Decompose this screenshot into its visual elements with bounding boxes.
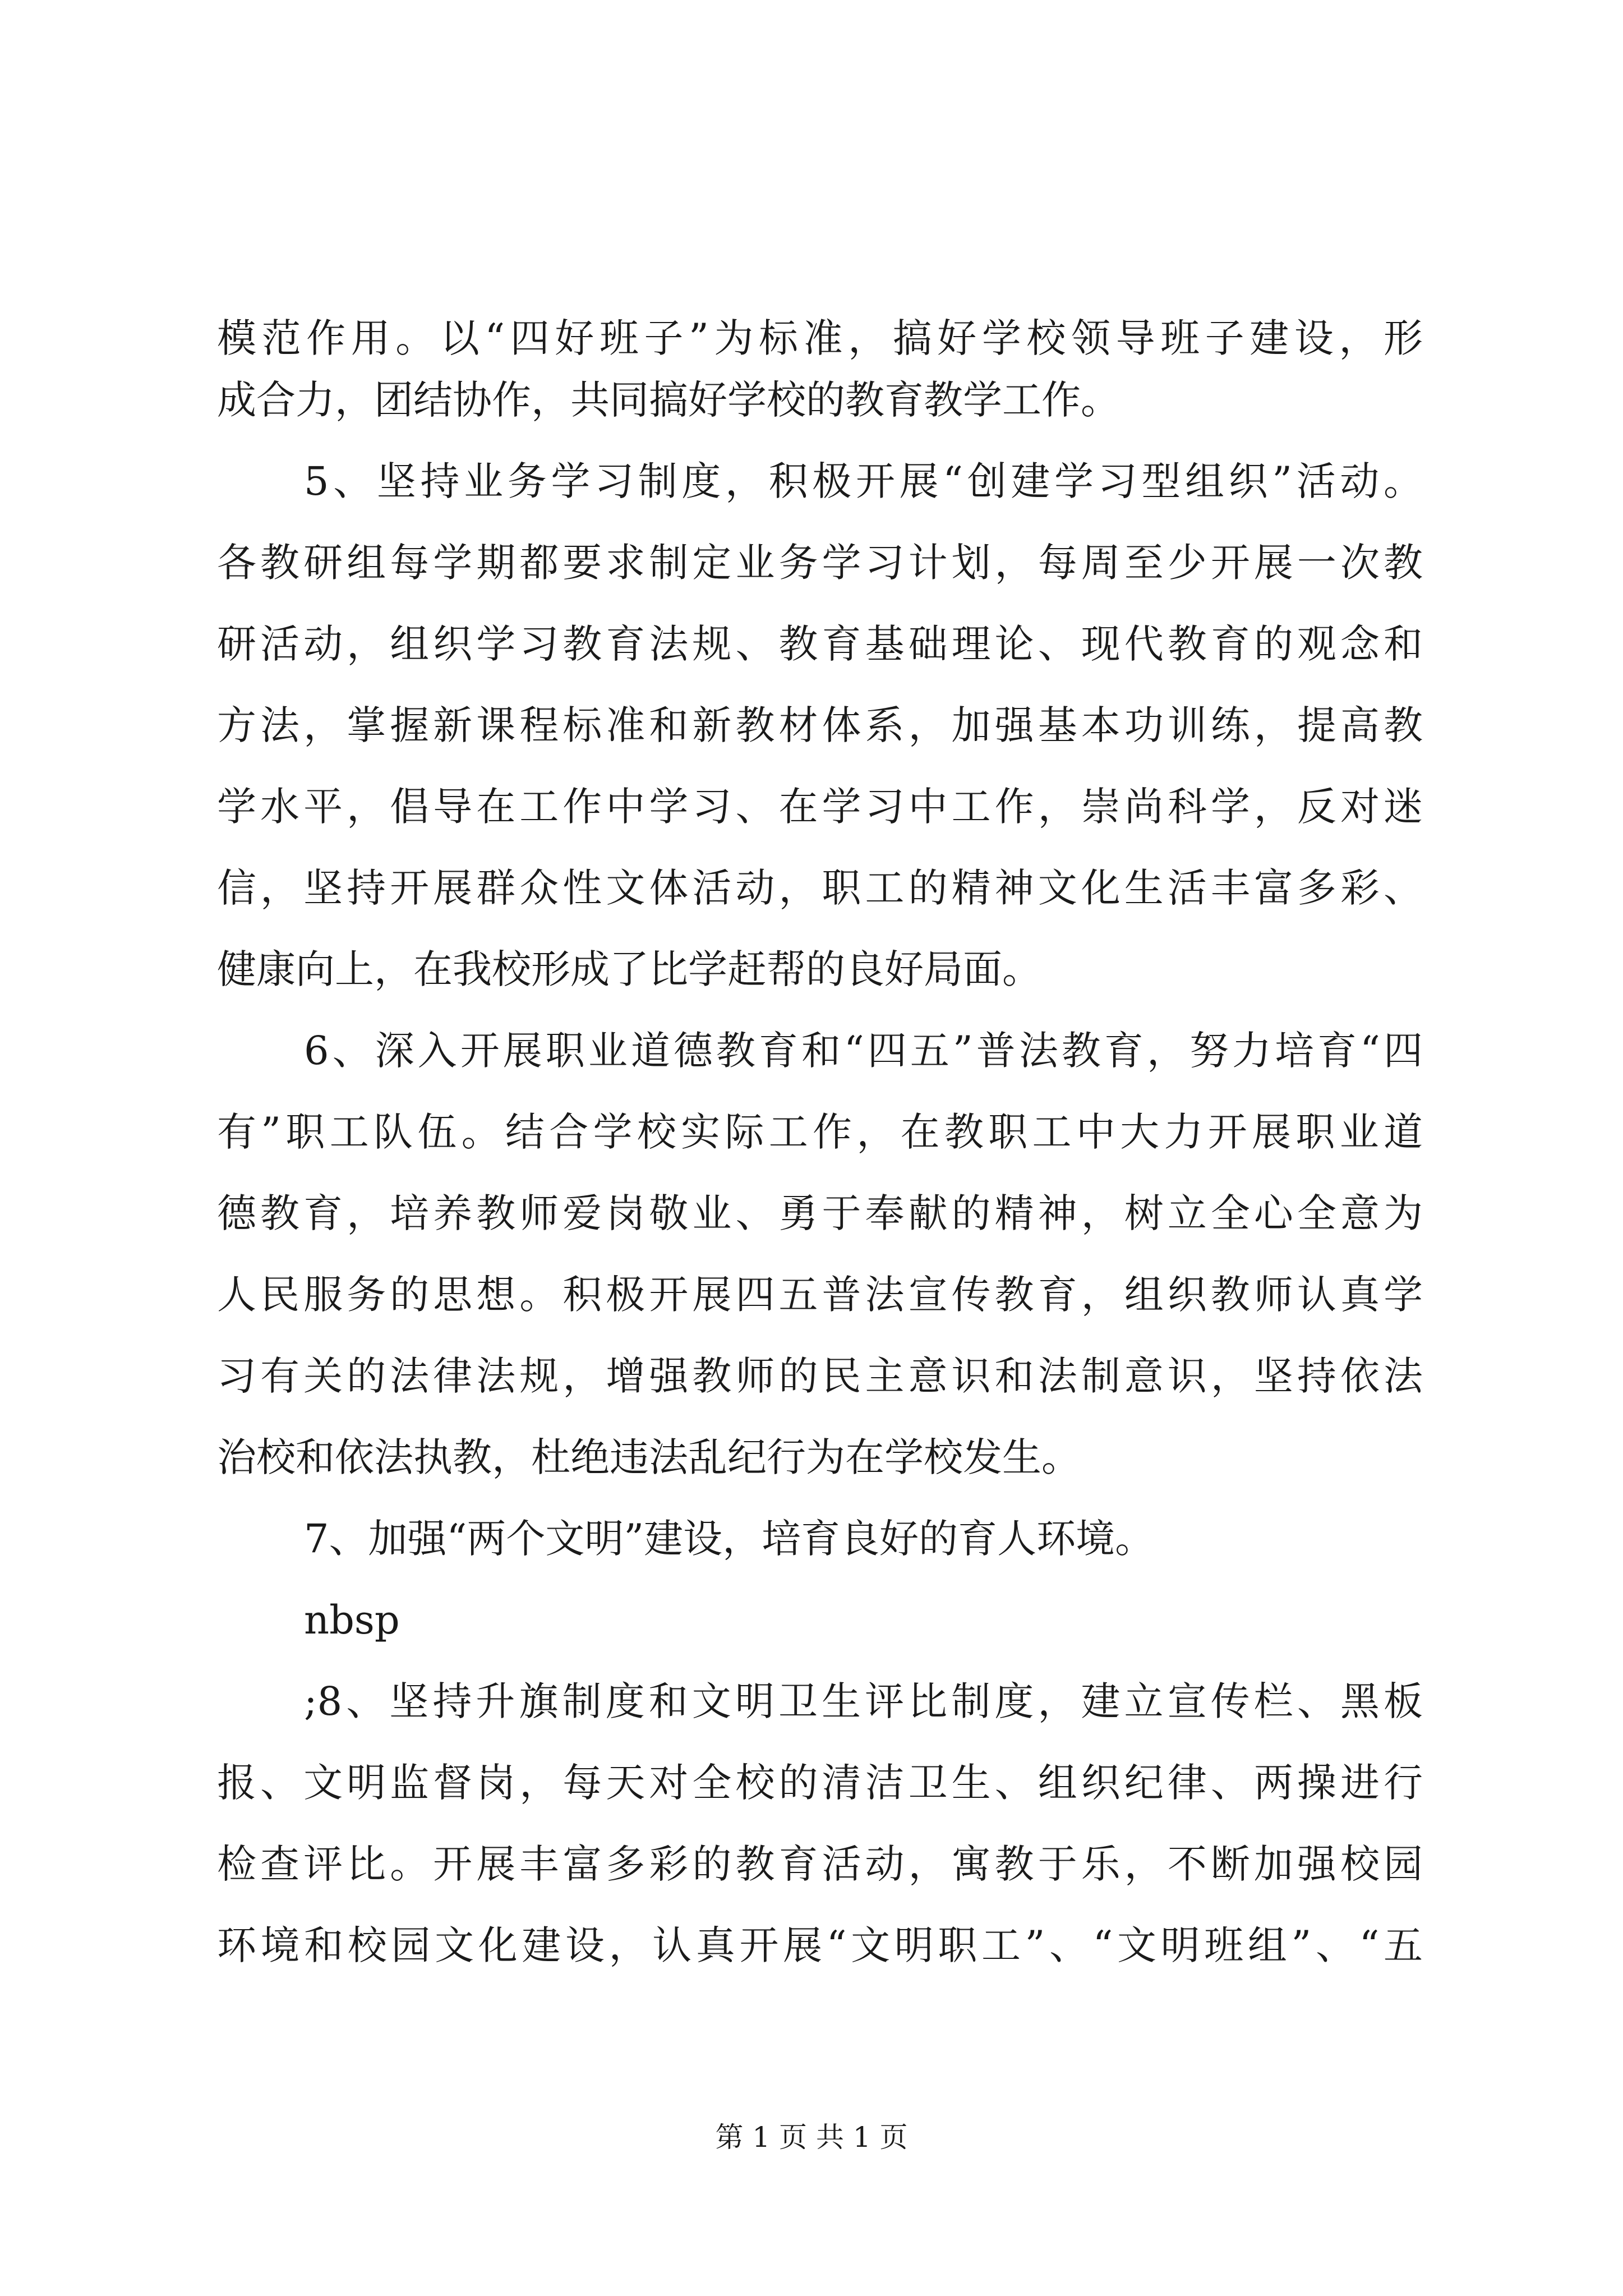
text-line-14: 习有关的法律法规，增强教师的民主意识和法制意识，坚持依法	[217, 1353, 1423, 1399]
text-line-19: 报、文明监督岗，每天对全校的清洁卫生、组织纪律、两操进行	[217, 1760, 1423, 1806]
text-line-1: 模范作用。以“四好班子”为标准，搞好学校领导班子建设，形	[217, 315, 1423, 361]
text-line-2: 成合力，团结协作，共同搞好学校的教育教学工作。	[217, 377, 1120, 423]
text-line-15: 治校和依法执教，杜绝违法乱纪行为在学校发生。	[217, 1434, 1081, 1480]
page-footer: 第 1 页 共 1 页	[715, 2121, 908, 2154]
text-line-12: 德教育，培养教师爱岗敬业、勇于奉献的精神，树立全心全意为	[217, 1190, 1423, 1236]
text-line-13: 人民服务的思想。积极开展四五普法宣传教育，组织教师认真学	[217, 1272, 1423, 1318]
text-line-6: 方法，掌握新课程标准和新教材体系，加强基本功训练，提高教	[217, 702, 1423, 748]
text-line-18: ;8、坚持升旗制度和文明卫生评比制度，建立宣传栏、黑板	[304, 1678, 1423, 1724]
text-line-7: 学水平，倡导在工作中学习、在学习中工作，崇尚科学，反对迷	[217, 784, 1423, 830]
text-line-11: 有”职工队伍。结合学校实际工作，在教职工中大力开展职业道	[217, 1109, 1423, 1155]
text-line-8: 信，坚持开展群众性文体活动，职工的精神文化生活丰富多彩、	[217, 865, 1423, 911]
text-line-9: 健康向上，在我校形成了比学赶帮的良好局面。	[217, 946, 1041, 992]
text-line-3: 5、坚持业务学习制度，积极开展“创建学习型组织”活动。	[304, 458, 1423, 504]
text-line-10: 6、深入开展职业道德教育和“四五”普法教育，努力培育“四	[304, 1028, 1423, 1074]
text-line-16: 7、加强“两个文明”建设，培育良好的育人环境。	[304, 1516, 1155, 1562]
text-line-21: 环境和校园文化建设，认真开展“文明职工”、“文明班组”、“五	[217, 1922, 1423, 1968]
text-line-20: 检查评比。开展丰富多彩的教育活动，寓教于乐，不断加强校园	[217, 1841, 1423, 1887]
text-line-4: 各教研组每学期都要求制定业务学习计划，每周至少开展一次教	[217, 540, 1423, 586]
text-line-5: 研活动，组织学习教育法规、教育基础理论、现代教育的观念和	[217, 621, 1423, 667]
text-line-17: nbsp	[304, 1597, 400, 1643]
